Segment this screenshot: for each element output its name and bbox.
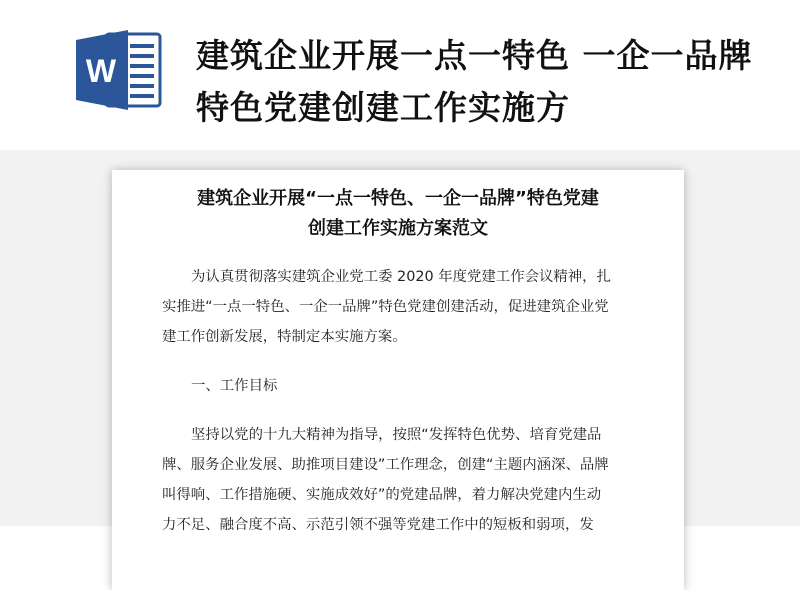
document-page	[112, 170, 684, 590]
section-heading-goals	[162, 371, 640, 401]
banner	[0, 0, 800, 150]
word-logo-letter: W	[85, 53, 117, 89]
document-title-line: 建筑企业开展“一点一特色、一企一品牌”特色党建	[197, 188, 599, 209]
document-title	[112, 184, 684, 244]
section-heading-text: 一、工作目标	[191, 378, 278, 394]
paragraph-intro	[162, 262, 640, 352]
paragraph-line: 叫得响、工作措施硬、实施成效好”的党建品牌，着力解决党建内生动	[162, 487, 602, 503]
paragraph-line: 牌、服务企业发展、助推项目建设”工作理念，创建“主题内涵深、品牌	[162, 457, 609, 473]
paragraph-line: 为认真贯彻落实建筑企业党工委 2020 年度党建工作会议精神，扎	[191, 269, 611, 285]
paragraph-line: 力不足、融合度不高、示范引领不强等党建工作中的短板和弱项，发	[162, 517, 594, 533]
banner-title: 建筑企业开展一点一特色 一企一品牌特色党建创建工作实施方	[196, 36, 753, 127]
paragraph-line: 实推进“一点一特色、一企一品牌”特色党建创建活动，促进建筑企业党	[162, 299, 609, 315]
paragraph-goals	[162, 420, 640, 540]
word-document-icon	[76, 30, 164, 110]
document-title-line: 创建工作实施方案范文	[308, 218, 488, 239]
paragraph-line: 坚持以党的十九大精神为指导，按照“发挥特色优势、培育党建品	[191, 427, 602, 443]
paragraph-line: 建工作创新发展，特制定本实施方案。	[162, 329, 407, 345]
